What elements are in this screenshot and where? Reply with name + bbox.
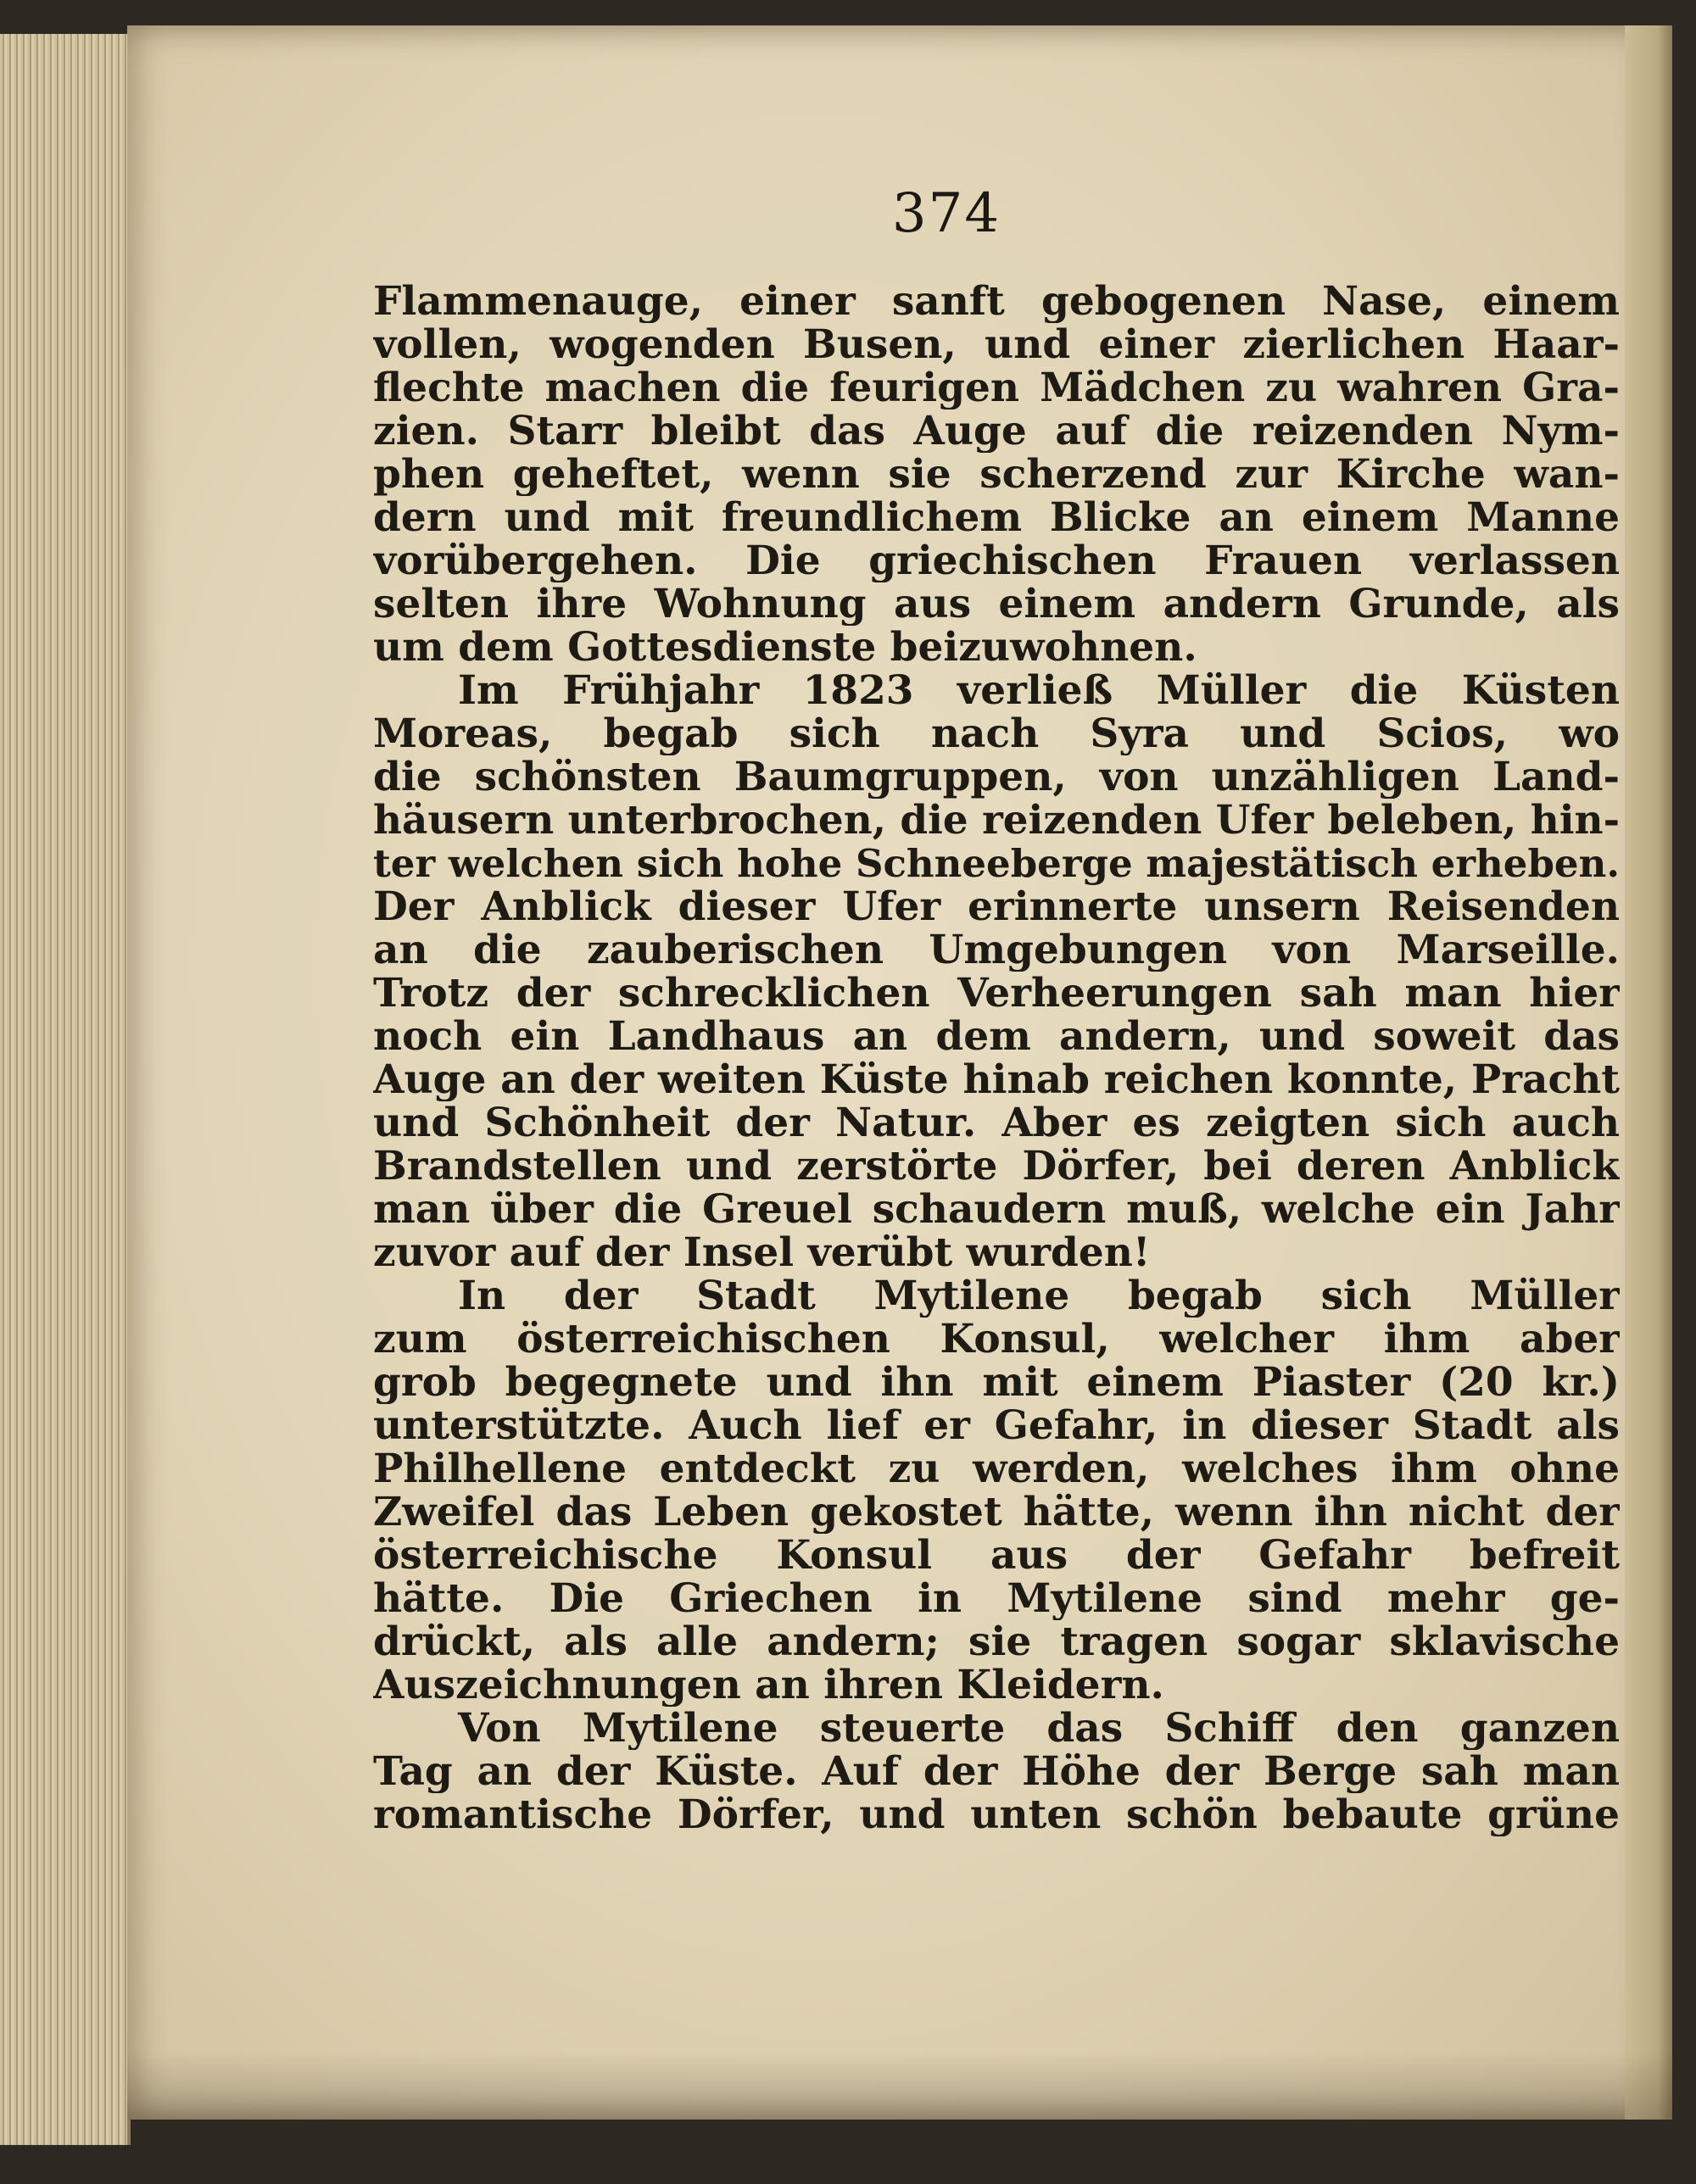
text-line: und Schönheit der Natur. Aber es zeigten sich auch	[373, 1101, 1620, 1145]
text-line: zum österreichischen Konsul, welcher ihm aber	[373, 1318, 1620, 1361]
text-line: die schönsten Baumgruppen, von unzähligen Land-	[373, 755, 1620, 799]
text-line: unterstützte. Auch lief er Gefahr, in dieser Stadt als	[373, 1404, 1620, 1447]
text-line: man über die Greuel schaudern muß, welche ein Jahr	[373, 1188, 1620, 1231]
text-line: häusern unterbrochen, die reizenden Ufer beleben, hin-	[373, 799, 1620, 842]
text-line: dern und mit freundlichem Blicke an einem Manne	[373, 496, 1620, 539]
book-page-stack-edge	[0, 34, 131, 2145]
text-line: an die zauberischen Umgebungen von Marseille.	[373, 928, 1620, 972]
text-line: zien. Starr bleibt das Auge auf die reizenden Nym-	[373, 410, 1620, 453]
text-line: Brandstellen und zerstörte Dörfer, bei deren Anblick	[373, 1145, 1620, 1188]
text-line: vollen, wogenden Busen, und einer zierlichen Haar-	[373, 323, 1620, 366]
page-number: 374	[891, 182, 1001, 245]
text-line: phen geheftet, wenn sie scherzend zur Kirche wan-	[373, 453, 1620, 496]
text-line: Zweifel das Leben gekostet hätte, wenn ihn nicht der	[373, 1490, 1620, 1534]
text-line: Moreas, begab sich nach Syra und Scios, wo	[373, 712, 1620, 755]
page-gutter	[1625, 25, 1672, 2120]
text-line: noch ein Landhaus an dem andern, und soweit das	[373, 1015, 1620, 1058]
text-line: ter welchen sich hohe Schneeberge majestätisch erheben.	[373, 842, 1620, 885]
text-line: Auge an der weiten Küste hinab reichen konnte, Pracht	[373, 1058, 1620, 1101]
page-bottom-shadow	[127, 2052, 1672, 2120]
text-line: österreichische Konsul aus der Gefahr befreit	[373, 1534, 1620, 1577]
text-line: Philhellene entdeckt zu werden, welches ihm ohne	[373, 1447, 1620, 1490]
text-line: selten ihre Wohnung aus einem andern Grunde, als	[373, 582, 1620, 626]
text-line: drückt, als alle andern; sie tragen sogar sklavische	[373, 1620, 1620, 1663]
text-line: Auszeichnungen an ihren Kleidern.	[373, 1663, 1164, 1707]
paragraph-start-line: In der Stadt Mytilene begab sich Müller	[458, 1274, 1620, 1318]
text-line: Der Anblick dieser Ufer erinnerte unsern Reisenden	[373, 885, 1620, 928]
text-line: Flammenauge, einer sanft gebogenen Nase, einem	[373, 280, 1620, 323]
text-line: romantische Dörfer, und unten schön bebaute grüne	[373, 1793, 1620, 1836]
paragraph-start-line: Im Frühjahr 1823 verließ Müller die Küsten	[458, 669, 1620, 712]
text-line: grob begegnete und ihn mit einem Piaster (20 kr.)	[373, 1361, 1620, 1404]
body-text	[373, 280, 1620, 1836]
text-line: flechte machen die feurigen Mädchen zu wahren Gra-	[373, 366, 1620, 410]
book-page	[127, 25, 1672, 2120]
text-line: Tag an der Küste. Auf der Höhe der Berge sah man	[373, 1750, 1620, 1793]
paragraph-start-line: Von Mytilene steuerte das Schiff den ganzen	[458, 1707, 1620, 1750]
text-line: um dem Gottesdienste beizuwohnen.	[373, 626, 1197, 669]
text-line: Trotz der schrecklichen Verheerungen sah man hier	[373, 972, 1620, 1015]
text-line: hätte. Die Griechen in Mytilene sind mehr ge-	[373, 1577, 1620, 1620]
text-line: zuvor auf der Insel verübt wurden!	[373, 1231, 1151, 1274]
text-line: vorübergehen. Die griechischen Frauen verlassen	[373, 539, 1620, 582]
